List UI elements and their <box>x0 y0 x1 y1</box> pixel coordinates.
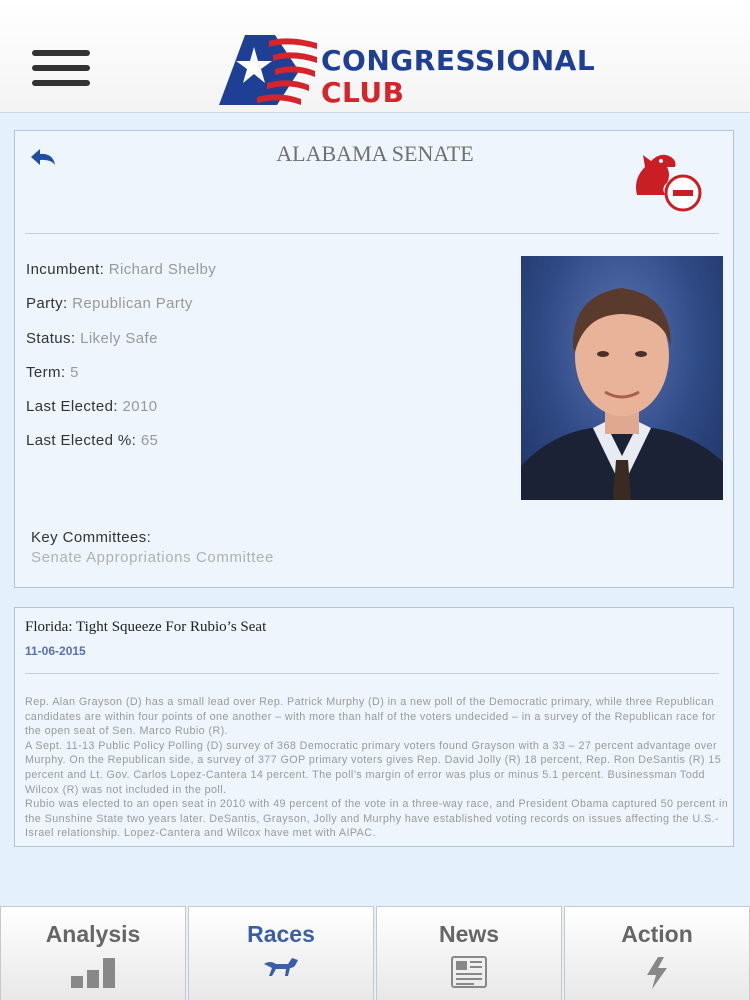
race-detail-card <box>14 130 734 588</box>
race-fields <box>26 261 216 467</box>
newspaper-icon <box>451 956 487 988</box>
news-divider <box>25 673 719 674</box>
field-party: Party: Republican Party <box>26 295 193 313</box>
news-paragraph: Rubio was elected to an open seat in 2010 with 49 percent of the vote in a three-way race, and President Obama captured 50 percent in the Sunshine State two years later. DeSantis, Grayson, Jolly and Murphy have established voting records on issues affecting the U.S.-Israel relationship. Lopez-Cantera and Wilcox have met with AIPAC. <box>25 798 729 840</box>
key-committees-value: Senate Appropriations Committee <box>31 549 274 566</box>
congressional-club-logo[interactable] <box>217 33 617 113</box>
tab-races-label: Races <box>247 921 315 947</box>
field-last-elected: Last Elected: 2010 <box>26 398 158 416</box>
key-committees-label: Key Committees: <box>31 529 152 546</box>
race-title: ALABAMA SENATE <box>276 141 474 166</box>
field-term: Term: 5 <box>26 363 79 381</box>
key-committees <box>31 529 274 566</box>
news-date: 11-06-2015 <box>25 644 86 658</box>
news-paragraph: Rep. Alan Grayson (D) has a small lead over Rep. Patrick Murphy (D) in a new poll of the Democratic primary, while three Republican candidates are within four points of one another – with more than half of the voters undecided – in a survey of the Republican race for the open seat of Sen. Marco Rubio (R). <box>25 696 716 738</box>
field-last-elected-percent: Last Elected %: 65 <box>26 432 159 450</box>
news-title-link[interactable]: Florida: Tight Squeeze For Rubio’s Seat <box>25 619 267 635</box>
card-divider <box>25 233 719 234</box>
tab-news-label: News <box>438 921 500 947</box>
hamburger-menu-icon[interactable] <box>32 50 90 88</box>
field-status: Status: Likely Safe <box>26 329 158 347</box>
tab-analysis-label: Analysis <box>45 921 141 947</box>
flag-star-logo-icon <box>217 33 321 109</box>
tab-news[interactable] <box>376 906 562 1000</box>
tab-action-label: Action <box>621 921 693 947</box>
running-horse-icon <box>262 956 300 978</box>
logo-text-club: CLUB <box>321 76 405 109</box>
news-paragraph: A Sept. 11-13 Public Policy Polling (D) survey of 368 Democratic primary voters found Grayson with a 33 – 27 percent advantage over Murphy. On the Republican side, a survey of 377 GOP primary voters gives Rep. David Jolly (R) 18 percent, Rep. Ron DeSantis (R) 15 percent and Lt. Gov. Carlos Lopez-Cantera 14 percent. The poll’s margin of error was plus or minus 5.1 percent. Businessman Todd Wilcox (R) was not included in the poll. <box>25 739 722 796</box>
tab-action[interactable] <box>564 906 750 1000</box>
app-header <box>0 0 750 113</box>
field-incumbent: Incumbent: Richard Shelby <box>26 261 217 278</box>
news-card <box>14 607 734 847</box>
tab-analysis[interactable] <box>0 906 186 1000</box>
portrait-illustration <box>521 256 723 500</box>
lightning-icon <box>644 956 670 990</box>
remove-horse-icon[interactable] <box>631 145 705 215</box>
bottom-tab-bar <box>0 906 750 1000</box>
news-body <box>25 695 729 841</box>
tab-races[interactable] <box>188 906 374 1000</box>
logo-text-congressional: CONGRESSIONAL <box>321 44 596 77</box>
bar-chart-icon <box>69 956 117 990</box>
incumbent-photo <box>521 256 723 500</box>
